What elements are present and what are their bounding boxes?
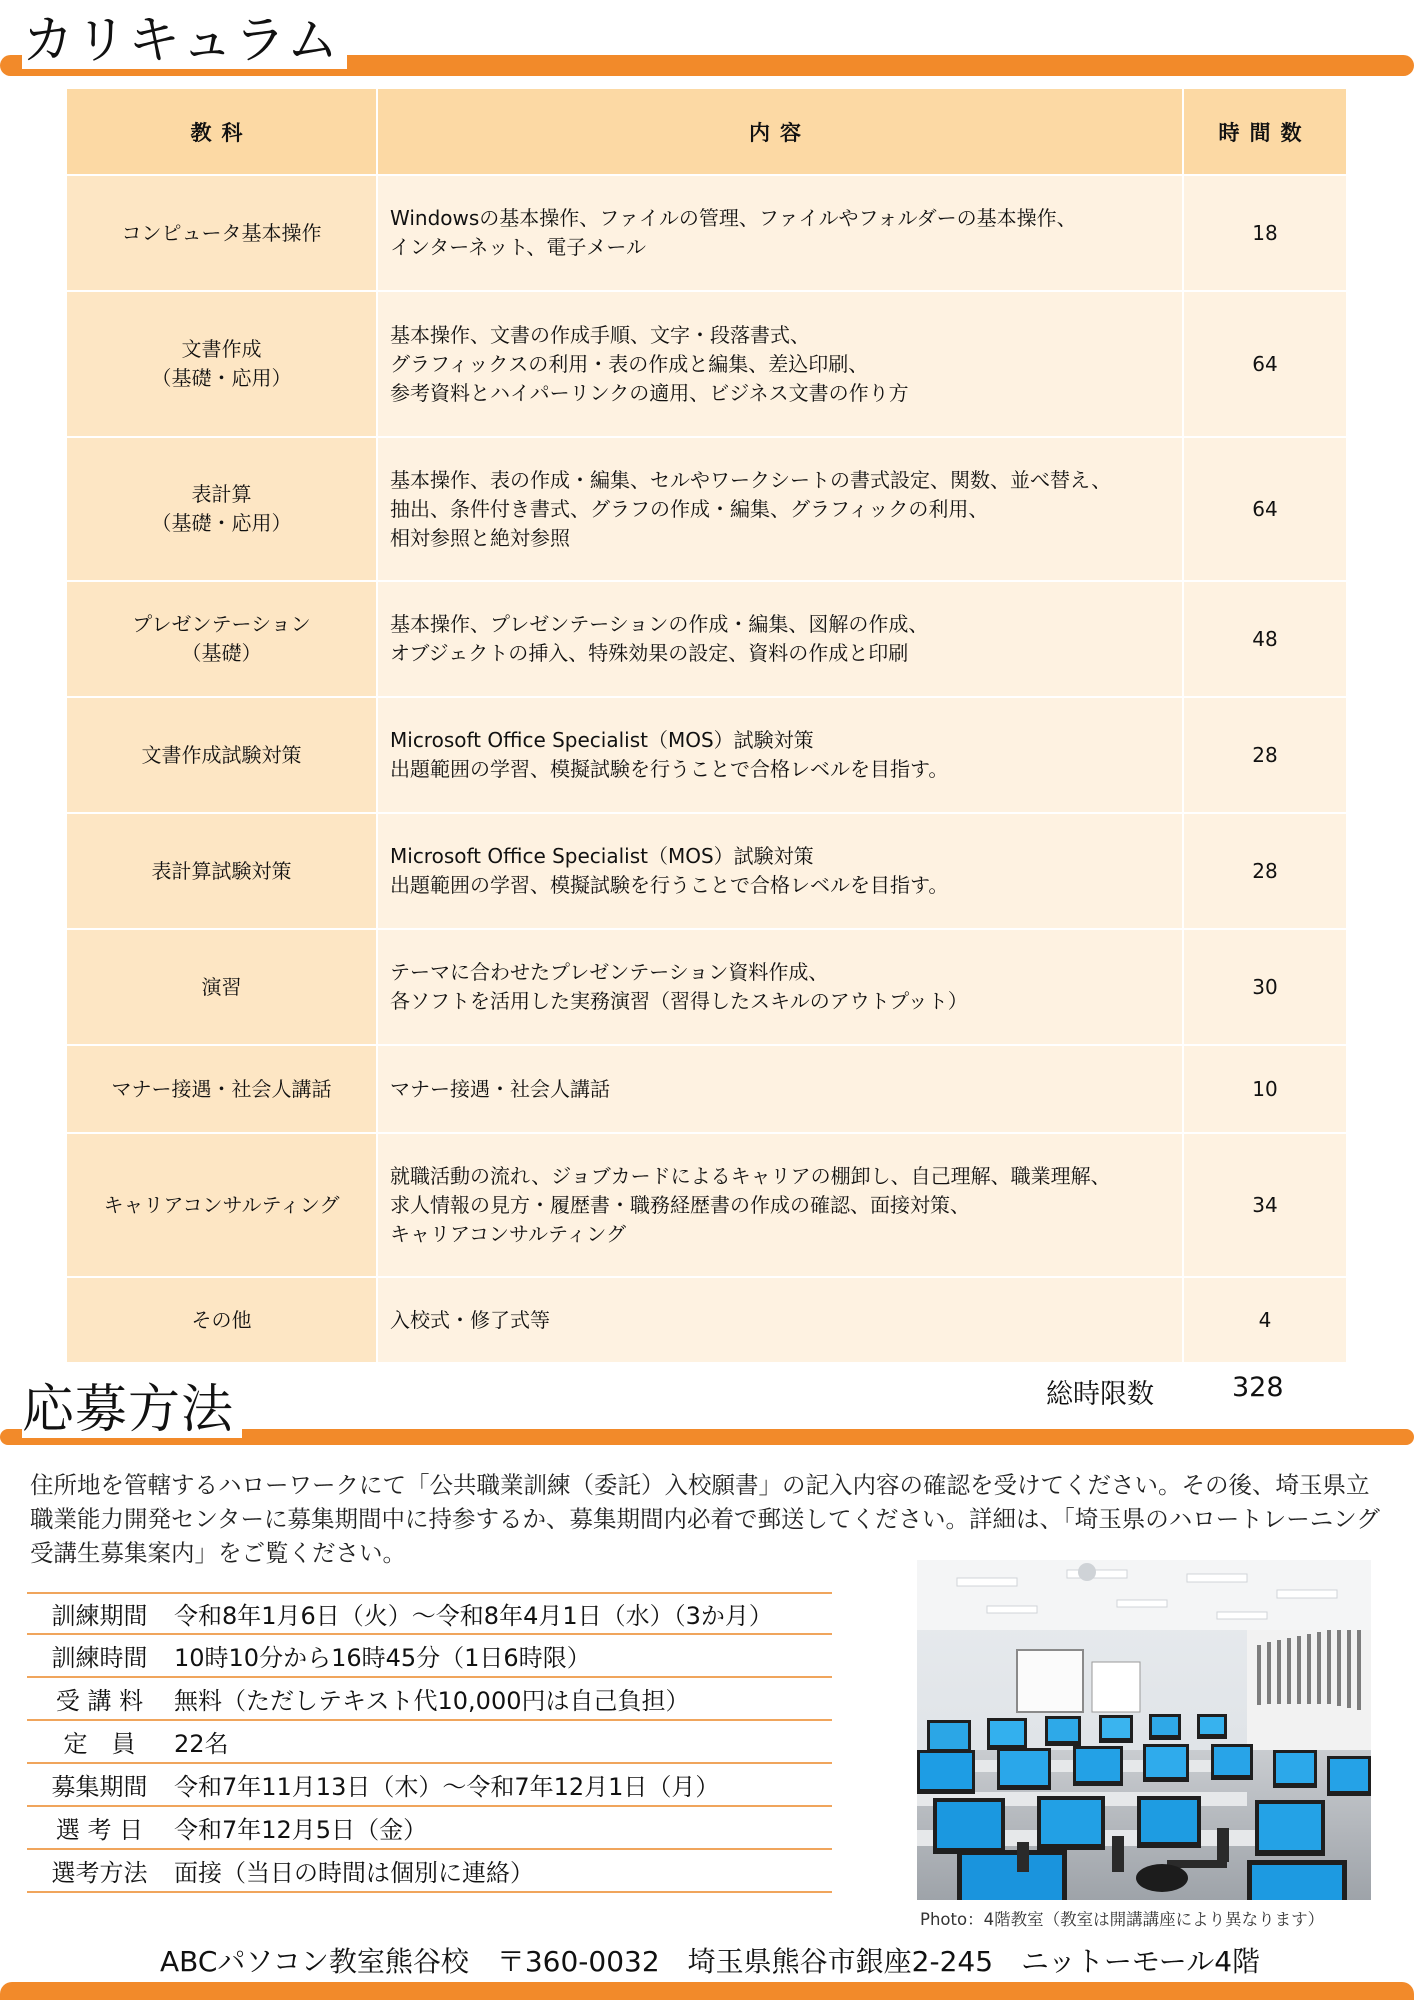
curriculum-row: [67, 1045, 1347, 1133]
subject-cell: [67, 1277, 377, 1363]
subject-line: その他: [191, 1307, 252, 1332]
total-hours-label: 総時限数: [1046, 1379, 1154, 1410]
application-title: 応募方法: [22, 1383, 242, 1438]
content-line: 出題範囲の学習、模擬試験を行うことで合格レベルを目指す。: [390, 873, 949, 897]
curriculum-row: [67, 437, 1347, 581]
subject-line: 表計算試験対策: [151, 858, 292, 883]
hours-cell: 48: [1183, 581, 1347, 697]
subject-cell: [67, 1045, 377, 1133]
subject-cell: [67, 697, 377, 813]
detail-value: 令和7年12月5日（金）: [174, 1816, 428, 1844]
detail-label: 定 員: [63, 1730, 136, 1758]
curriculum-row: [67, 697, 1347, 813]
content-line: Microsoft Office Specialist（MOS）試験対策: [390, 728, 814, 752]
content-line: 基本操作、プレゼンテーションの作成・編集、図解の作成、: [390, 612, 929, 636]
subject-line: 文書作成試験対策: [141, 742, 302, 767]
content-cell: [377, 1045, 1183, 1133]
content-cell: [377, 581, 1183, 697]
hours-cell: 28: [1183, 697, 1347, 813]
content-cell: [377, 1277, 1183, 1363]
photo-caption: Photo：4階教室（教室は開講講座により異なります）: [920, 1910, 1325, 1929]
curriculum-row: [67, 1277, 1347, 1363]
content-cell: [377, 175, 1183, 291]
detail-row: [27, 1678, 832, 1721]
curriculum-row: [67, 175, 1347, 291]
detail-label: 選考方法: [51, 1859, 148, 1887]
curriculum-row: [67, 291, 1347, 437]
content-line: 基本操作、文書の作成手順、文字・段落書式、: [390, 322, 810, 347]
header-content: 内容: [377, 89, 1183, 175]
hours-cell: 30: [1183, 929, 1347, 1045]
detail-label: 訓練期間: [51, 1602, 148, 1630]
content-cell: [377, 291, 1183, 437]
application-details: [27, 1592, 832, 1893]
content-line: Microsoft Office Specialist（MOS）試験対策: [390, 844, 814, 868]
subject-line: 演習: [201, 974, 242, 999]
content-line: 出題範囲の学習、模擬試験を行うことで合格レベルを目指す。: [390, 757, 949, 781]
content-cell: [377, 697, 1183, 813]
subject-line: キャリアコンサルティング: [103, 1192, 340, 1217]
subject-line: （基礎）: [181, 641, 262, 665]
content-line: 相対参照と絶対参照: [390, 525, 570, 550]
detail-row: [27, 1764, 832, 1807]
content-line: 入校式・修了式等: [390, 1307, 550, 1332]
content-line: 就職活動の流れ、ジョブカードによるキャリアの棚卸し、自己理解、職業理解、: [390, 1163, 1111, 1188]
detail-row: [27, 1592, 832, 1635]
subject-line: マナー接遇・社会人講話: [111, 1076, 332, 1101]
content-line: テーマに合わせたプレゼンテーション資料作成、: [390, 960, 829, 984]
subject-line: （基礎・応用）: [151, 366, 292, 390]
subject-line: 表計算: [191, 482, 252, 506]
content-line: マナー接遇・社会人講話: [390, 1076, 610, 1101]
hours-cell: 64: [1183, 437, 1347, 581]
subject-cell: [67, 437, 377, 581]
curriculum-title: カリキュラム: [22, 14, 347, 69]
detail-label: 受 講 料: [55, 1687, 144, 1715]
classroom-image: [917, 1560, 1371, 1900]
curriculum-row: [67, 813, 1347, 929]
detail-label: 募集期間: [51, 1773, 148, 1801]
content-cell: [377, 813, 1183, 929]
content-line: オブジェクトの挿入、特殊効果の設定、資料の作成と印刷: [390, 641, 909, 665]
detail-value: 22名: [174, 1730, 229, 1758]
curriculum-row: [67, 1133, 1347, 1277]
subject-line: プレゼンテーション: [132, 612, 311, 636]
footer-address: ABCパソコン教室熊谷校 〒360-0032 埼玉県熊谷市銀座2-245 ニットーモール4階: [160, 1945, 1261, 1978]
content-line: インターネット、電子メール: [390, 235, 646, 259]
curriculum-row: [67, 581, 1347, 697]
header-subject: 教科: [67, 89, 377, 175]
detail-label: 選 考 日: [55, 1816, 144, 1844]
hours-cell: 4: [1183, 1277, 1347, 1363]
hours-cell: 28: [1183, 813, 1347, 929]
content-line: グラフィックスの利用・表の作成と編集、差込印刷、: [390, 351, 869, 376]
subject-cell: [67, 175, 377, 291]
detail-value: 面接（当日の時間は個別に連絡）: [174, 1859, 534, 1887]
subject-cell: [67, 929, 377, 1045]
content-line: 求人情報の見方・履歴書・職務経歴書の作成の確認、面接対策、: [390, 1192, 970, 1217]
detail-row: [27, 1635, 832, 1678]
content-line: 参考資料とハイパーリンクの適用、ビジネス文書の作り方: [390, 380, 909, 405]
subject-cell: [67, 581, 377, 697]
content-line: キャリアコンサルティング: [390, 1221, 626, 1246]
subject-line: 文書作成: [181, 337, 262, 361]
detail-value: 10時10分から16時45分（1日6時限）: [174, 1644, 591, 1672]
detail-label: 訓練時間: [51, 1644, 148, 1672]
detail-value: 無料（ただしテキスト代10,000円は自己負担）: [174, 1687, 690, 1715]
detail-value: 令和8年1月6日（火）～令和8年4月1日（水）（3か月）: [174, 1602, 773, 1630]
content-line: 基本操作、表の作成・編集、セルやワークシートの書式設定、関数、並べ替え、: [390, 467, 1112, 492]
curriculum-header-row: [67, 89, 1347, 175]
detail-row: [27, 1807, 832, 1850]
detail-row: [27, 1850, 832, 1893]
hours-cell: 18: [1183, 175, 1347, 291]
subject-line: （基礎・応用）: [151, 511, 292, 535]
content-cell: [377, 1133, 1183, 1277]
hours-cell: 10: [1183, 1045, 1347, 1133]
curriculum-table: [67, 89, 1348, 1364]
content-cell: [377, 929, 1183, 1045]
content-line: 各ソフトを活用した実務演習（習得したスキルのアウトプット）: [390, 989, 968, 1013]
content-line: Windowsの基本操作、ファイルの管理、ファイルやフォルダーの基本操作、: [390, 206, 1077, 230]
application-intro: 住所地を管轄するハローワークにて「公共職業訓練（委託）入校願書」の記入内容の確認を受けてください。その後、埼玉県立職業能力開発センターに募集期間中に持参するか、募集期間内必着で郵送してください。詳細は、「埼玉県のハロートレーニング受講生募集案内」をご覧ください。: [30, 1471, 1380, 1567]
subject-line: コンピュータ基本操作: [121, 220, 322, 245]
detail-value: 令和7年11月13日（木）～令和7年12月1日（月）: [174, 1773, 720, 1801]
content-cell: [377, 437, 1183, 581]
detail-row: [27, 1721, 832, 1764]
classroom-photo: [917, 1560, 1371, 1900]
curriculum-table-body: [67, 175, 1347, 1363]
subject-cell: [67, 1133, 377, 1277]
hours-cell: 64: [1183, 291, 1347, 437]
total-hours-value: 328: [1232, 1372, 1284, 1403]
subject-cell: [67, 813, 377, 929]
subject-cell: [67, 291, 377, 437]
content-line: 抽出、条件付き書式、グラフの作成・編集、グラフィックの利用、: [390, 496, 989, 521]
header-hours: 時間数: [1183, 89, 1347, 175]
curriculum-row: [67, 929, 1347, 1045]
hours-cell: 34: [1183, 1133, 1347, 1277]
footer-bar: [0, 1982, 1414, 2000]
